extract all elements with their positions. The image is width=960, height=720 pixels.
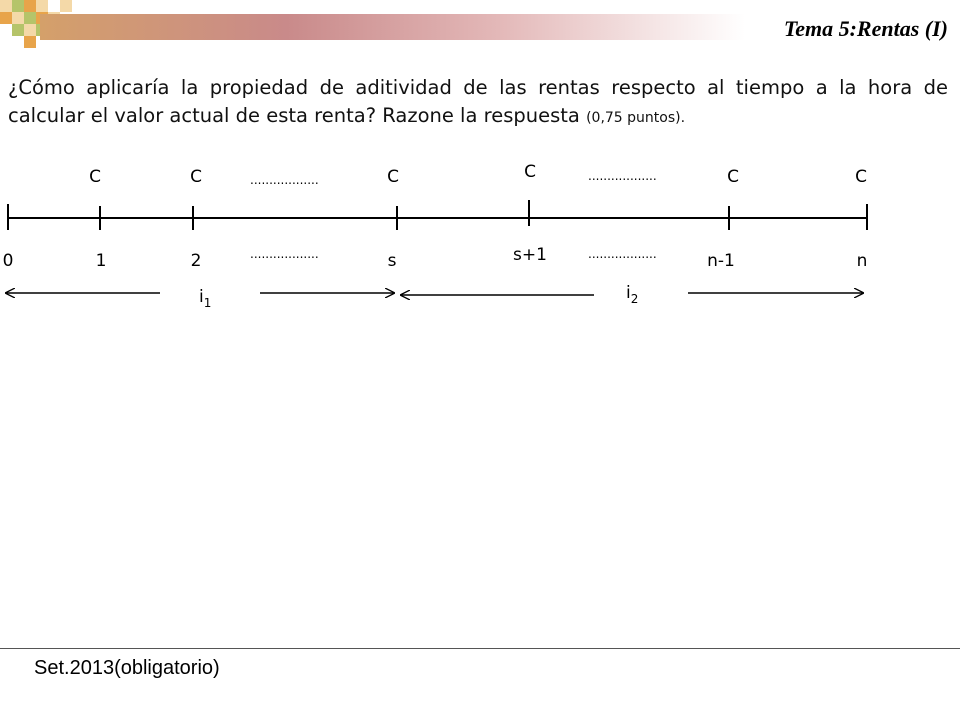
payment-label-1: C (89, 167, 101, 187)
timeline-diagram (0, 150, 960, 330)
question-text (8, 74, 948, 132)
ellipsis-bottom-right: .................. (588, 247, 657, 261)
tick-label-2: 2 (190, 251, 202, 271)
header-gradient-bar (40, 14, 745, 40)
rate-label-i2 (626, 283, 638, 306)
ellipsis-top-left: .................. (250, 173, 319, 187)
payment-label-n: C (855, 167, 867, 187)
rate-label-i1 (199, 287, 211, 310)
payment-label-n-minus-1: C (727, 167, 739, 187)
footer-divider (0, 648, 960, 649)
tick-label-s-plus-1: s+1 (513, 245, 547, 265)
question-body: ¿Cómo aplicaría la propiedad de aditividad de las rentas respecto al tiempo a la hora de calcular el valor actual de esta renta? Razone la respuesta (8, 76, 948, 127)
rate-i1-sub: 1 (203, 296, 212, 310)
page-title: Tema 5:Rentas (I) (783, 16, 948, 41)
question-points: (0,75 puntos). (586, 110, 686, 126)
payment-label-s: C (387, 167, 399, 187)
tick-label-n: n (856, 251, 868, 271)
payment-label-2: C (190, 167, 202, 187)
rate-i2-base: i (626, 283, 631, 303)
ellipsis-bottom-left: .................. (250, 247, 319, 261)
rate-i2-sub: 2 (630, 292, 639, 306)
payment-label-s-plus-1: C (524, 162, 536, 182)
ellipsis-top-right: .................. (588, 169, 657, 183)
tick-label-n-minus-1: n-1 (707, 251, 735, 271)
footer-text: Set.2013(obligatorio) (34, 657, 220, 679)
tick-label-s: s (387, 251, 397, 271)
tick-label-0: 0 (2, 251, 14, 271)
rate-i1-base: i (199, 287, 204, 307)
tick-label-1: 1 (95, 251, 107, 271)
